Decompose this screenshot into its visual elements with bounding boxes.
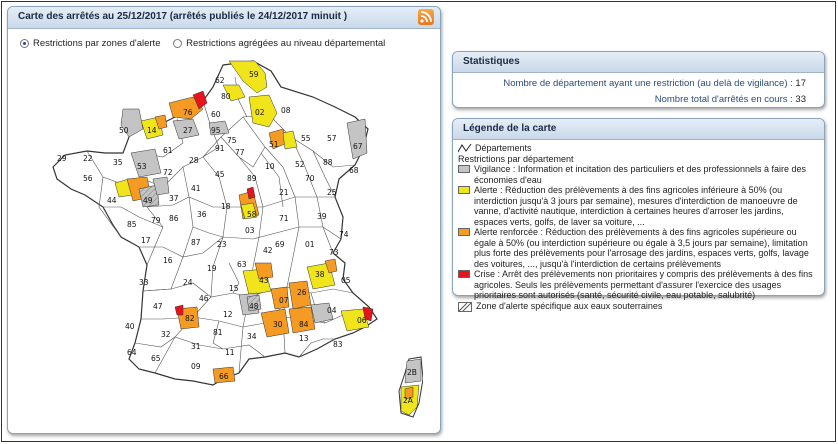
legend-souterraines-label: Zone d'alerte spécifique aux eaux souterraines [476,300,663,311]
dept-label: 13 [299,334,309,343]
radio-zones-button[interactable] [20,39,29,48]
legend-body [453,140,824,315]
dept-label: 82 [185,314,195,323]
dept-label: 18 [221,202,231,211]
stat-arretes-label: Nombre total d'arrêtés en cours : [654,94,793,105]
dept-label: 86 [169,214,179,223]
dept-label: 39 [317,212,327,221]
dept-label: 34 [247,332,257,341]
radio-zones[interactable] [20,38,161,49]
legend-vigilance-label: Vigilance : Information et incitation des particuliers et des professionnels à faire des économies d'eau [474,164,807,185]
dept-label: 15 [229,284,239,293]
radio-zones-label[interactable]: Restrictions par zones d'alerte [33,38,161,49]
stat-departements [453,78,824,89]
dept-label: 48 [249,302,259,311]
dept-label: 08 [281,106,291,115]
dept-label: 44 [107,196,117,205]
dept-label: 60 [211,110,221,119]
dept-label: 58 [247,210,257,219]
dept-label: 22 [83,154,93,163]
dept-label: 2B [407,368,417,377]
dept-label: 30 [273,320,283,329]
dept-label: 12 [223,310,233,319]
dept-label: 95 [211,126,221,135]
dept-label: 77 [235,148,245,157]
dept-label: 14 [147,126,157,135]
legend-panel-header [453,119,824,140]
dept-label: 72 [163,168,173,177]
dept-label: 33 [139,278,149,287]
dept-label: 70 [305,174,315,183]
radio-departement[interactable] [173,38,385,49]
legend-alerte-label: Alerte : Réduction des prélèvements à des fins agricoles inférieure à 50% (ou interdiction jusqu'à 3 jours par semaine), mesures d'interdiction de manoeuvre de vanne, d'activité nautique, interdiction à certaines heures d'arroser les jardins, espaces verts, golfs, de laver sa voiture, ... [474,185,798,227]
dept-label: 36 [197,210,207,219]
dept-label: 06 [357,316,367,325]
stat-arretes [453,94,824,105]
dept-label: 91 [215,144,225,153]
stat-arretes-value: 33 [795,94,806,105]
dept-label: 47 [153,302,163,311]
dept-label: 28 [189,156,199,165]
dept-label: 88 [323,158,333,167]
france-map[interactable] [43,57,423,427]
legend-crise-label: Crise : Arrêt des prélèvements non prioritaires y compris des prélèvements à des fins agricoles. Seuls les prélèvements permettant d'assurer l'exercice des usages prioritaires sont autorisés (santé, sécurité civile, eau potable, salubrité) [474,269,813,300]
legend-vigilance [458,164,819,185]
dept-label: 67 [353,142,363,151]
dept-label: 27 [183,126,193,135]
dept-label: 03 [245,226,255,235]
dept-label: 52 [295,160,305,169]
dept-label: 42 [263,246,273,255]
map-panel [7,6,441,434]
rss-icon[interactable] [418,9,434,25]
legend-crise [458,269,819,301]
dept-label: 02 [255,108,265,117]
dept-label: 46 [199,294,209,303]
dept-label: 57 [327,134,337,143]
dept-label: 24 [183,278,193,287]
dept-label: 87 [191,238,201,247]
crise-swatch [458,270,470,278]
dept-label: 55 [301,134,311,143]
dept-label: 01 [305,240,315,249]
dept-label: 89 [247,174,257,183]
dept-label: 38 [315,270,325,279]
dept-label: 43 [259,276,269,285]
dept-label: 09 [191,362,201,371]
radio-departement-label[interactable]: Restrictions agrégées au niveau départemental [186,38,386,49]
dept-label: 74 [339,230,349,239]
dept-label: 69 [275,240,285,249]
dept-label: 75 [227,136,237,145]
legend-souterraines [458,301,819,312]
stats-panel [452,51,825,108]
stats-title: Statistiques [463,56,520,67]
dept-label: 40 [125,322,135,331]
dept-label: 68 [349,166,359,175]
dept-label: 50 [119,126,129,135]
legend-panel [452,118,825,311]
hatch-swatch [458,302,472,312]
legend-restrictions-heading: Restrictions par département [458,153,574,164]
dept-label: 84 [299,320,309,329]
dept-label: 21 [279,188,289,197]
dept-label: 66 [219,372,229,381]
dept-label: 85 [127,220,137,229]
dept-label: 71 [279,214,289,223]
dept-label: 19 [207,264,217,273]
legend-alerte-renforcee [458,227,819,269]
dept-label: 07 [279,296,289,305]
legend-departements [458,143,819,154]
dept-label: 29 [57,154,67,163]
dept-label: 31 [191,342,201,351]
dept-label: 80 [221,92,231,101]
alerte-renforcee-swatch [458,228,470,236]
legend-departements-label: Départements [475,143,532,153]
dept-label: 51 [269,140,279,149]
dept-label: 32 [161,330,171,339]
border-line-icon [458,143,472,153]
dept-label: 45 [215,170,225,179]
dept-label: 62 [215,76,225,85]
dept-label: 17 [141,236,151,245]
map-title: Carte des arrêtés au 25/12/2017 (arrêtés publiés le 24/12/2017 minuit ) [18,11,348,22]
dept-label: 23 [217,240,227,249]
vigilance-swatch [458,165,470,173]
dept-label: 16 [163,256,173,265]
map-mode-radio-group [20,38,395,51]
dept-label: 2A [403,396,413,405]
stats-panel-header [453,52,824,73]
dept-label: 73 [329,248,339,257]
dept-label: 11 [225,348,235,357]
alerte-swatch [458,186,470,194]
legend-alerte-renforcee-label: Alerte renforcée : Réduction des prélèvements à des fins agricoles supérieure ou égale à 50% (ou interdiction supérieure ou égale à 3,5 jours par semaine), limitation plus forte des prélèvements pour l'arrosage des jardins, espaces verts, golfs, lavage des voitures, ..., jusqu'à l'interdiction de certains prélèvements [474,227,809,269]
dept-label: 81 [213,328,223,337]
dept-label: 37 [169,194,179,203]
dept-label: 26 [297,288,307,297]
dept-label: 64 [127,348,137,357]
dept-label: 04 [327,306,337,315]
dept-label: 83 [333,340,343,349]
dept-label: 65 [151,354,161,363]
dept-label: 53 [137,162,147,171]
dept-label: 35 [113,158,123,167]
stat-departements-value: 17 [795,78,806,89]
dept-label: 59 [249,70,259,79]
dept-label: 41 [191,184,201,193]
dept-label: 63 [237,260,247,269]
dept-label: 61 [163,146,173,155]
dept-label: 05 [341,276,351,285]
dept-label: 25 [327,188,337,197]
dept-label: 79 [151,216,161,225]
stat-departements-label: Nombre de département ayant une restriction (au delà de vigilance) : [503,78,793,89]
dept-label: 76 [183,108,193,117]
dept-label: 49 [143,196,153,205]
radio-departement-button[interactable] [173,39,182,48]
map-panel-header [8,7,440,29]
legend-alerte [458,185,819,227]
dept-label: 56 [83,174,93,183]
dept-label: 10 [265,162,275,171]
legend-title: Légende de la carte [463,123,557,134]
